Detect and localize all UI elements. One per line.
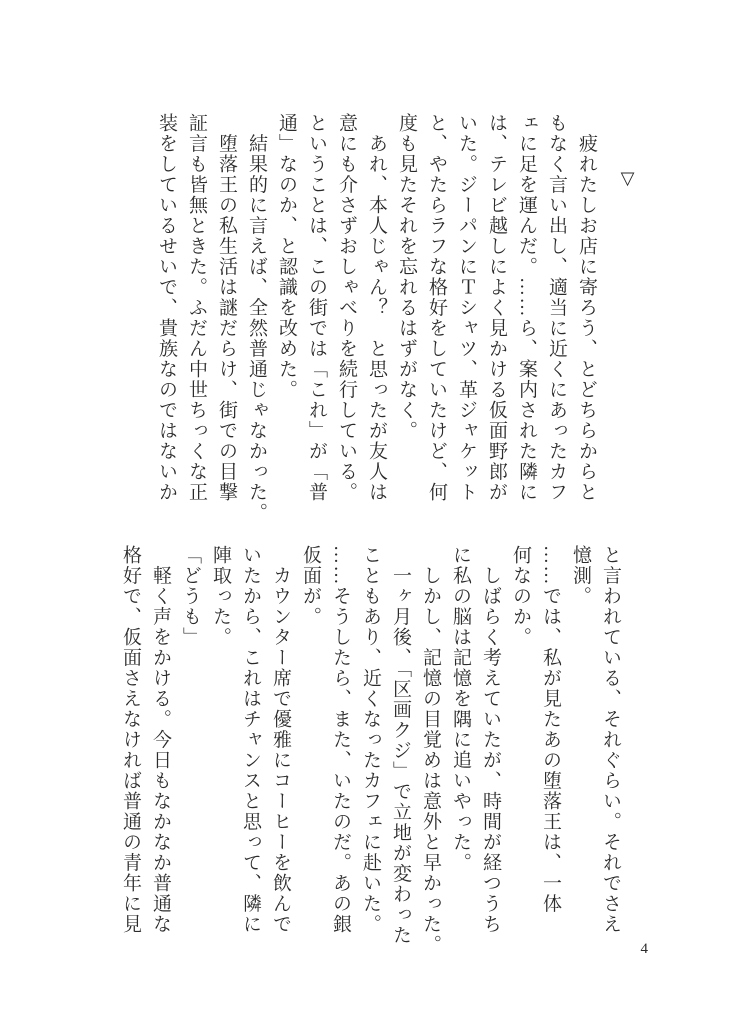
text-column: 憶測。 — [570, 545, 591, 607]
text-column: は、テレビ越しによく見かける仮面野郎が — [486, 113, 507, 503]
text-column: 陣取った。 — [210, 545, 231, 648]
text-column: いた。ジーパンにＴシャツ、革ジャケット — [456, 113, 477, 503]
text-column: 軽く声をかける。今日もなかなか普通な — [150, 545, 171, 935]
text-column: あれ、本人じゃん？ と思ったが友人は — [366, 113, 387, 503]
text-column: しばらく考えていたが、時間が経つうち — [480, 545, 501, 935]
text-column: いたから、これはチャンスと思って、隣に — [240, 545, 261, 935]
text-column: 「どうも」 — [180, 545, 201, 648]
text-column: 装をしているせいで、貴族なのではないか — [156, 113, 177, 503]
text-column: と、やたらラフな格好をしていたけど、何 — [426, 113, 447, 503]
text-column: 結果的に言えば、全然普通じゃなかった。 — [246, 113, 267, 523]
text-column: ェに足を運んだ。……ら、案内された隣に — [516, 113, 537, 503]
text-column: ……そうしたら、また、いたのだ。あの銀 — [330, 545, 351, 935]
text-column: 格好で、仮面さえなければ普通の青年に見 — [120, 545, 141, 935]
scene-break-marker: ▽ — [618, 168, 638, 191]
text-column: こともあり、近くなったカフェに赴いた。 — [360, 545, 381, 935]
text-column: 一ヶ月後、「区画クジ」で立地が変わった — [390, 545, 411, 946]
bottom-text-block — [115, 545, 625, 955]
text-column: と言われている、それぐらい。それでさえ — [600, 545, 621, 935]
text-column: ということは、この街では「これ」が「普 — [306, 113, 327, 503]
text-column: 仮面が。 — [300, 545, 321, 627]
text-column: 疲れたしお店に寄ろう、とどちらからと — [576, 113, 597, 503]
text-column: 証言も皆無ときた。ふだん中世ちっくな正 — [186, 113, 207, 503]
text-column: 意にも介さずおしゃべりを続行している。 — [336, 113, 357, 503]
text-column: しかし、記憶の目覚めは意外と早かった。 — [420, 545, 441, 955]
text-column: カウンター席で優雅にコーヒーを飲んで — [270, 545, 291, 935]
page-number: 4 — [640, 941, 648, 957]
text-column: 何なのか。 — [510, 545, 531, 648]
top-text-block — [151, 113, 643, 523]
text-column: 度も見たそれを忘れるはずがなく。 — [396, 113, 417, 441]
text-column: ……では、私が見たあの堕落王は、一体 — [540, 545, 561, 914]
text-column: に私の脳は記憶を隅に追いやった。 — [450, 545, 471, 873]
text-column: 堕落王の私生活は謎だらけ、街での目撃 — [216, 113, 237, 503]
text-column: 通」なのか、と認識を改めた。 — [276, 113, 297, 400]
text-column: もなく言い出し、適当に近くにあったカフ — [546, 113, 567, 503]
